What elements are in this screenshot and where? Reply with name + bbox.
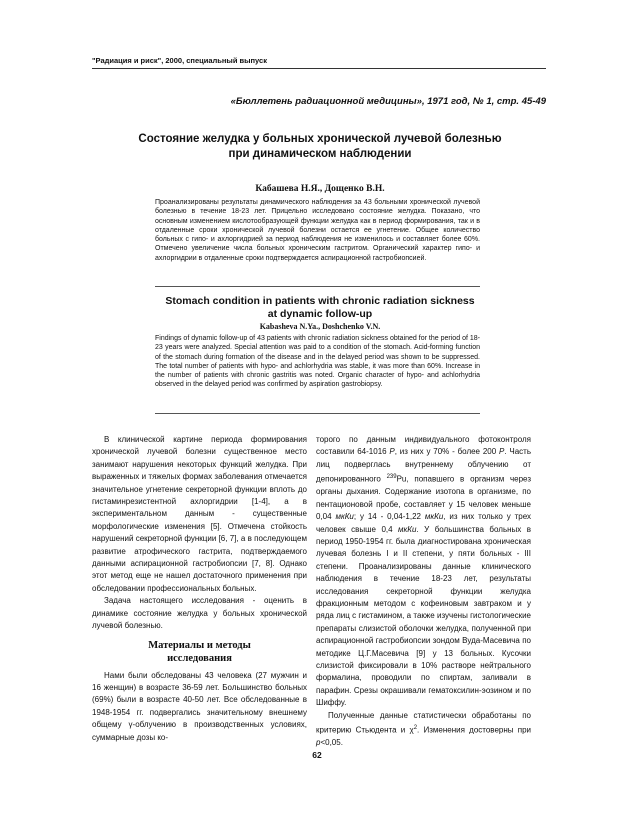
paragraph-statistics	[316, 710, 531, 750]
header-rule	[92, 68, 546, 69]
authors-en: Kabasheva N.Ya., Doshchenko V.N.	[259, 322, 381, 331]
title-ru-line1: Состояние желудка у больных хронической лучевой болезнью	[138, 133, 502, 145]
body-column-right	[316, 434, 531, 749]
isotope-mass: 239	[386, 474, 397, 481]
title-ru-line2: при динамическом наблюдении	[228, 148, 412, 160]
text-span: . Изменения достоверны при	[417, 725, 531, 735]
paragraph-task: Задача настоящего исследования - оценить в динамике состояние желудка у больных хронической лучевой болезнью.	[92, 596, 307, 631]
journal-header: "Радиация и риск", 2000, специальный выпуск	[92, 56, 267, 65]
text-span: ; у 14 - 0,04-1,22	[353, 512, 421, 522]
unit-mkku: мкКи	[335, 512, 354, 522]
citation: «Бюллетень радиационной медицины», 1971 год, № 1, стр. 45-49	[230, 96, 546, 107]
section-heading-line1: Материалы и методы	[148, 639, 251, 651]
text-span: Pu, попавшего в организм через органы дыхания. Содержание изотопа в организме, по пентационовой пробе, составляет у 15 человек меньше 0,04	[316, 474, 532, 522]
text-span: . Часть лиц подверглась внутреннему облучению от депонированного	[316, 447, 531, 484]
unit-r: Р	[389, 447, 395, 457]
abstract-ru-rule	[155, 286, 480, 287]
abstract-en-rule	[155, 413, 480, 414]
text-span: Полученные данные статистически обработаны по критерию Стьюдента и χ	[316, 710, 531, 735]
text-span: <0,05.	[320, 738, 343, 748]
text-span: . У большинства больных в период 1950-1954 гг. была диагностирована хроническая лучевая болезнь I и II степени, у пяти больных - III степени. Проанализированы данные клинического наблюдения в течение 18-23 лет, результаты исследования секреторной функции желудка фракционным методом с кофеиновым завтраком и у ряда лиц с гистамином, а также изучены гистологические препараты слизистой оболочки желудка, полученной при аспирационной гастробиопсии зондом Вуда-Масевича по методике Ц.Г.Масевича [9] у 13 больных. Кусочки слизистой фиксировали в 10% растворе нейтрального формалина, проводили по спиртам, заливали в парафин. Срезы окрашивали гематоксилин-эозином и по Шиффу.	[316, 524, 531, 708]
p-symbol: p	[316, 738, 321, 748]
chi-power: 2	[413, 725, 418, 731]
unit-mkku: мкКи	[398, 524, 417, 534]
authors-ru: Кабашева Н.Я., Дощенко В.Н.	[255, 184, 385, 194]
title-ru	[100, 132, 540, 162]
text-span: , из них у 70% - более 200	[394, 447, 497, 457]
title-en-line1: Stomach condition in patients with chronic radiation sickness	[165, 295, 475, 307]
body-column-left	[92, 434, 307, 744]
abstract-en: Findings of dynamic follow-up of 43 patients with chronic radiation sickness obtained for the period of 18-23 years were analyzed. Special attention was paid to a condition of the stomach. Acid-forming function of the stomach during formation of the disease and in the delayed period was shown to be suppressed. The total number of patients with hypo- and achlorhydria was stable, it was more than 60%. Increase in the number of patients with chronic gastritis was noted. Organic character of hypo- and achlorhydria observed in the delayed period was confirmed by aspiration gastrobiopsy.	[155, 335, 480, 389]
abstract-ru: Проанализированы результаты динамического наблюдения за 43 больными хронической лучевой болезнью в течение 18-23 лет. Прицельно исследовано состояние желудка. Показано, что основным изменением кислотообразующей функции желудка как в период формирования, так и в отдаленные сроки хронической лучевой болезни остается ее угнетение. Общее количество больных с гипо- и ахлоргидрией за период наблюдения не изменилось и составляет более 60%. Отмечено увеличение числа больных хроническим гастритом. Органический характер гипо- и ахлоргидрии в отдаленные сроки подтверждается аспирационной гастробиопсией.	[155, 199, 480, 262]
section-heading-line2: исследования	[167, 652, 232, 664]
text-span: , из них только у трех человек свыше 0,4	[316, 512, 531, 534]
unit-mkku: мкКи	[424, 512, 444, 522]
text-span: торого по данным индивидуального фотоконтроля составили 64-1016	[316, 435, 531, 457]
title-en	[100, 295, 540, 321]
title-en-line2: at dynamic follow-up	[267, 308, 373, 320]
unit-r: Р	[499, 447, 505, 457]
paragraph-methods-continued	[316, 434, 531, 710]
page-number: 62	[312, 750, 322, 760]
paragraph-methods: Нами были обследованы 43 человека (27 мужчин и 16 женщин) в возрасте 36-59 лет. Большинство больных (69%) были в возрасте 40-50 лет. Все обследованные в 1948-1954 гг. подвергались значительному внешнему общему γ-облучению в производственных условиях, суммарные дозы ко-	[92, 670, 307, 742]
paragraph-intro: В клинической картине периода формирования хронической лучевой болезни существенное место занимают нарушения некоторых функций желудка. При выраженных и тяжелых формах заболевания отмечается значительное угнетение секреторной функции вплоть до гистаминрезистентной ахлоргидрии [1-4], а в экспериментальном данным - существенные морфологические изменения [5]. Отмечена стойкость нарушений секреторной функции [6, 7], а в последующем развитие атрофического гастрита, подтверждаемого данными аспирационной гастробиопсии [7, 8]. Однако этот метод еще не нашел достаточного применения при обследовании профессиональных больных.	[92, 435, 307, 593]
section-heading-methods	[92, 639, 307, 665]
